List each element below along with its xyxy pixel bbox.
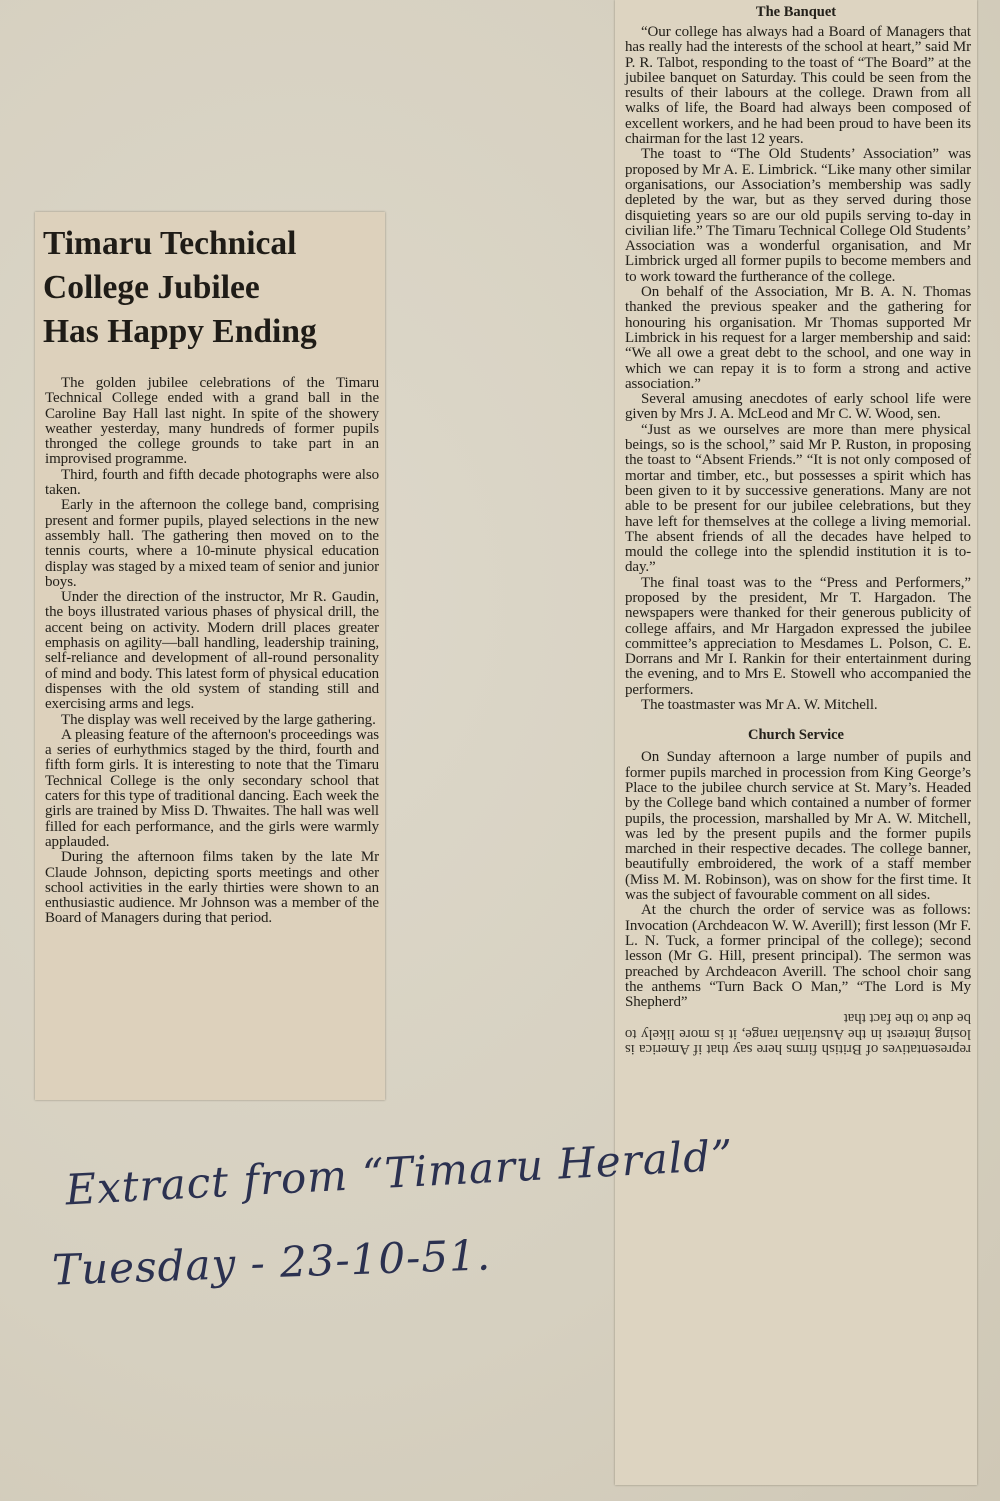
paragraph: representatives of British firms here say that if America is losing interest in the Australian range, it is more likely to be due to the fact that (625, 1010, 971, 1058)
paragraph: The toast to “The Old Students’ Association” was proposed by Mr A. E. Limbrick. “Like many other similar organisations, our Association’s membership was sadly depleted by the war, but as they served during those disquieting years so are our old pupils serving to-day in civilian life.” The Timaru Technical College Old Students’ Association was a wonderful organisation, and Mr Limbrick urged all former pupils to become members and to work toward the furtherance of the college. (625, 146, 971, 285)
left-article-body (45, 376, 379, 927)
article-headline (43, 222, 373, 354)
right-article-clipping (615, 0, 977, 1485)
paragraph: Under the direction of the instructor, Mr R. Gaudin, the boys illustrated various phases of physical drill, the accent being on activity. Modern drill places greater emphasis on agility—ball handling, leadership training, self-reliance and development of all-round personality of mind and body. This latest form of physical education dispenses with the old system of standing still and exercising arms and legs. (45, 589, 379, 713)
paragraph: “Just as we ourselves are more than mere physical beings, so is the school,” said Mr P. Ruston, in proposing the toast to “Absent Friends.” “It is not only composed of mortar and timber, etc., but possesses a spirit which has been given to it by successive generations. Many are not able to be present for our jubilee celebrations, but they have left for themselves at the college a living memorial. The absent friends of all the decades have helped to mould the college into the splendid institution it is to-day.” (625, 421, 971, 576)
upside-down-text (625, 1010, 971, 1056)
paragraph: The golden jubilee celebrations of the Timaru Technical College ended with a grand ball in the Caroline Bay Hall last night. In spite of the showery weather yesterday, many hundreds of former pupils thronged the college grounds to take part in an improvised programme. (45, 375, 379, 468)
paragraph: Third, fourth and fifth decade photographs were also taken. (45, 466, 379, 499)
handwritten-source-note: Extract from “Timaru Herald” (64, 1130, 735, 1215)
paragraph: “Our college has always had a Board of Managers that has really had the interests of the school at heart,” said Mr P. R. Talbot, responding to the toast of “The Board” at the jubilee banquet on Saturday. This could be seen from the results of their labours at the college. Drawn from all walks of life, the Board had always been composed of excellent workers, and he had been proud to have been its chairman for the last 12 years. (625, 24, 971, 148)
paragraph: The final toast was to the “Press and Performers,” proposed by the president, Mr T. Hargadon. The newspapers were thanked for their generous publicity of college affairs, and Mr Hargadon expressed the jubilee committee’s appreciation to Mesdames L. Polson, C. E. Dorrans and Mr I. Rankin for their entertainment during the evening, and to Mrs E. Stowell who accompanied the performers. (625, 574, 971, 698)
headline-line-3: Has Happy Ending (43, 313, 317, 350)
paragraph: On Sunday afternoon a large number of pupils and former pupils marched in procession from King George’s Place to the jubilee church service at St. Mary’s. Headed by the College band which contained a number of former pupils, the procession, marshalled by Mr A. W. Mitchell, was led by the present pupils and the former pupils marched in their respective decades. The college banner, beautifully embroidered, the work of a staff member (Miss M. M. Robinson), was on show for the first time. It was the subject of favourable comment on all sides. (625, 749, 971, 904)
church-service-body (625, 750, 971, 1010)
church-service-heading: Church Service (748, 727, 844, 744)
headline-line-1: Timaru Technical (43, 225, 297, 262)
paragraph: The display was well received by the large gathering. (61, 711, 376, 728)
paragraph: Several amusing anecdotes of early school life were given by Mrs J. A. McLeod and Mr C. W. Wood, sen. (625, 391, 971, 423)
paragraph: The toastmaster was Mr A. W. Mitchell. (641, 697, 878, 714)
paragraph: At the church the order of service was as follows: Invocation (Archdeacon W. W. Averill); first lesson (Mr F. L. N. Tuck, a former principal of the college); second lesson (Mr G. Hill, present principal). The sermon was preached by Archdeacon Averill. The school choir sang the anthems “Turn Back O Man,” “The Lord is My Shepherd” (625, 902, 971, 1011)
banquet-heading: The Banquet (755, 4, 837, 20)
paragraph: On behalf of the Association, Mr B. A. N. Thomas thanked the previous speaker and the gathering for honouring his organisation. Mr Thomas supported Mr Limbrick in his request for a larger membership and said: “We all owe a great debt to the school, and one way in which we can repay it is to form a strong and active association.” (625, 284, 971, 392)
handwritten-date-note: Tuesday - 23-10-51. (51, 1230, 492, 1295)
left-article-clipping (35, 212, 385, 1100)
paragraph: A pleasing feature of the afternoon's proceedings was a series of eurhythmics staged by the third, fourth and fifth form girls. It is interesting to note that the Timaru Technical College is the only secondary school that caters for this type of traditional dancing. Each week the girls are trained by Miss D. Thwaites. The hall was well filled for each performance, and the girls were warmly applauded. (45, 726, 379, 850)
headline-line-2: College Jubilee (43, 269, 260, 306)
paragraph: During the afternoon films taken by the late Mr Claude Johnson, depicting sports meetings and other school activities in the early thirties were shown to an enthusiastic audience. Mr Johnson was a member of the Board of Managers during that period. (45, 849, 379, 927)
banquet-body (625, 25, 971, 713)
paragraph: Early in the afternoon the college band, comprising present and former pupils, played selections in the new assembly hall. The gathering then moved on to the tennis courts, where a 10-minute physical education display was staged by a mixed team of senior and junior boys. (45, 497, 379, 590)
